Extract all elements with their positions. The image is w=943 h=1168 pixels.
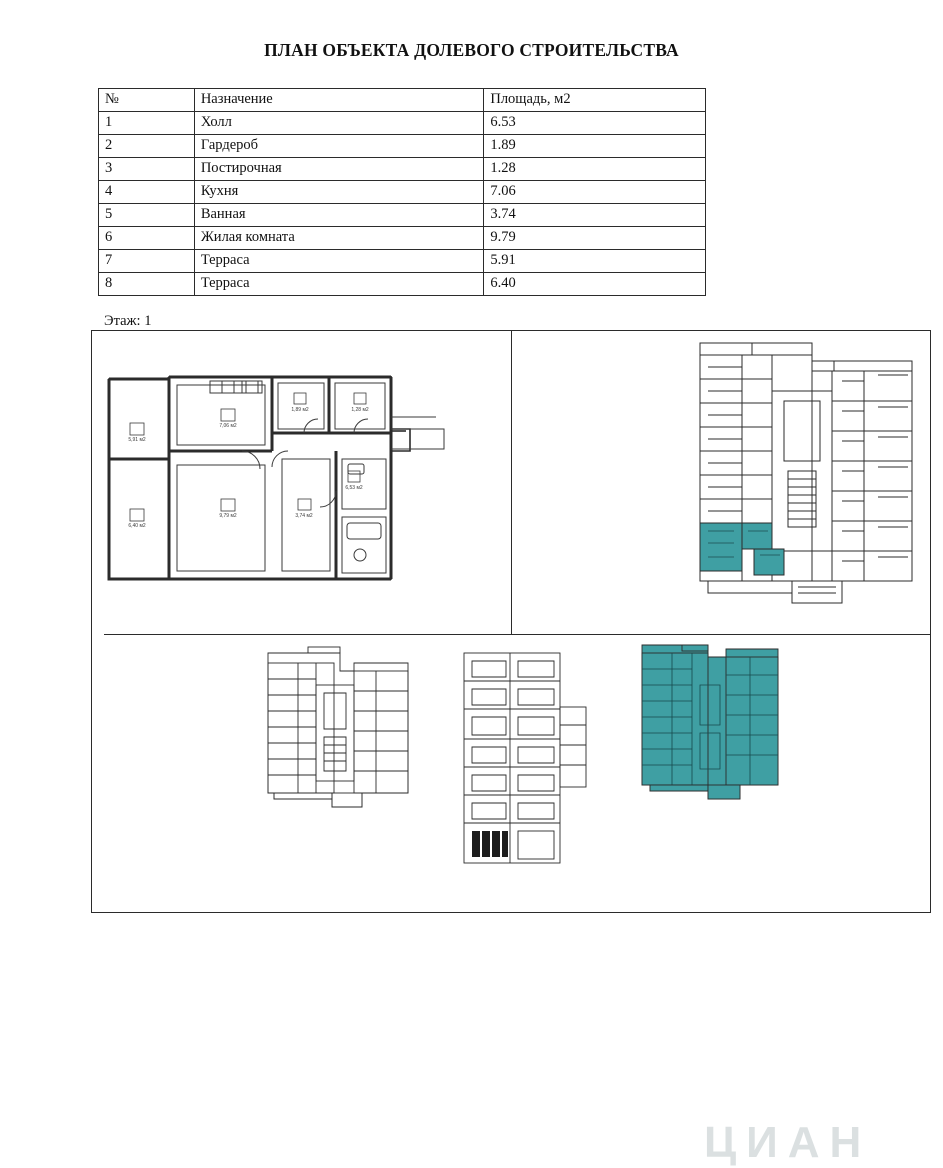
svg-text:7,06 м2: 7,06 м2 bbox=[219, 423, 237, 429]
cell-number: 8 bbox=[99, 273, 195, 296]
floor-label: Этаж: 1 bbox=[104, 313, 152, 329]
cell-purpose: Жилая комната bbox=[194, 227, 484, 250]
table-row bbox=[99, 204, 706, 227]
cell-area: 6.53 bbox=[484, 112, 706, 135]
table-row bbox=[99, 158, 706, 181]
table-row bbox=[99, 273, 706, 296]
table-header-row bbox=[99, 89, 706, 112]
cell-number: 5 bbox=[99, 204, 195, 227]
plan-frame bbox=[91, 330, 931, 1167]
cell-area: 9.79 bbox=[484, 227, 706, 250]
cell-purpose: Гардероб bbox=[194, 135, 484, 158]
column-header-purpose: Назначение bbox=[194, 89, 484, 112]
table-row bbox=[99, 181, 706, 204]
apartment-unit-plan bbox=[92, 331, 511, 634]
svg-text:6,40 м2: 6,40 м2 bbox=[128, 523, 146, 529]
cell-purpose: Постирочная bbox=[194, 158, 484, 181]
cell-number: 7 bbox=[99, 250, 195, 273]
cell-purpose: Холл bbox=[194, 112, 484, 135]
page-title: ПЛАН ОБЪЕКТА ДОЛЕВОГО СТРОИТЕЛЬСТВА bbox=[264, 40, 679, 60]
table-row bbox=[99, 135, 706, 158]
watermark: ЦИАН bbox=[704, 1118, 872, 1167]
cell-purpose: Ванная bbox=[194, 204, 484, 227]
cell-purpose: Терраса bbox=[194, 250, 484, 273]
column-header-area: Площадь, м2 bbox=[484, 89, 706, 112]
svg-text:1,89 м2: 1,89 м2 bbox=[291, 407, 309, 413]
cell-area: 3.74 bbox=[484, 204, 706, 227]
cell-area: 1.28 bbox=[484, 158, 706, 181]
table-row bbox=[99, 250, 706, 273]
cell-number: 1 bbox=[99, 112, 195, 135]
cell-area: 1.89 bbox=[484, 135, 706, 158]
svg-text:3,74 м2: 3,74 м2 bbox=[295, 513, 313, 519]
cell-purpose: Кухня bbox=[194, 181, 484, 204]
room-label: 5,91 м2 bbox=[128, 437, 146, 443]
cell-number: 3 bbox=[99, 158, 195, 181]
building-key-plan-3-highlighted bbox=[622, 635, 902, 913]
cell-number: 6 bbox=[99, 227, 195, 250]
cell-purpose: Терраса bbox=[194, 273, 484, 296]
floor-key-plan bbox=[512, 331, 931, 634]
cell-area: 6.40 bbox=[484, 273, 706, 296]
cell-number: 2 bbox=[99, 135, 195, 158]
cell-number: 4 bbox=[99, 181, 195, 204]
cell-area: 7.06 bbox=[484, 181, 706, 204]
svg-text:6,53 м2: 6,53 м2 bbox=[345, 485, 363, 491]
column-header-number: № bbox=[99, 89, 195, 112]
svg-text:1,28 м2: 1,28 м2 bbox=[351, 407, 369, 413]
table-row bbox=[99, 112, 706, 135]
premises-table bbox=[98, 88, 706, 296]
cell-area: 5.91 bbox=[484, 250, 706, 273]
svg-text:9,79 м2: 9,79 м2 bbox=[219, 513, 237, 519]
table-row bbox=[99, 227, 706, 250]
